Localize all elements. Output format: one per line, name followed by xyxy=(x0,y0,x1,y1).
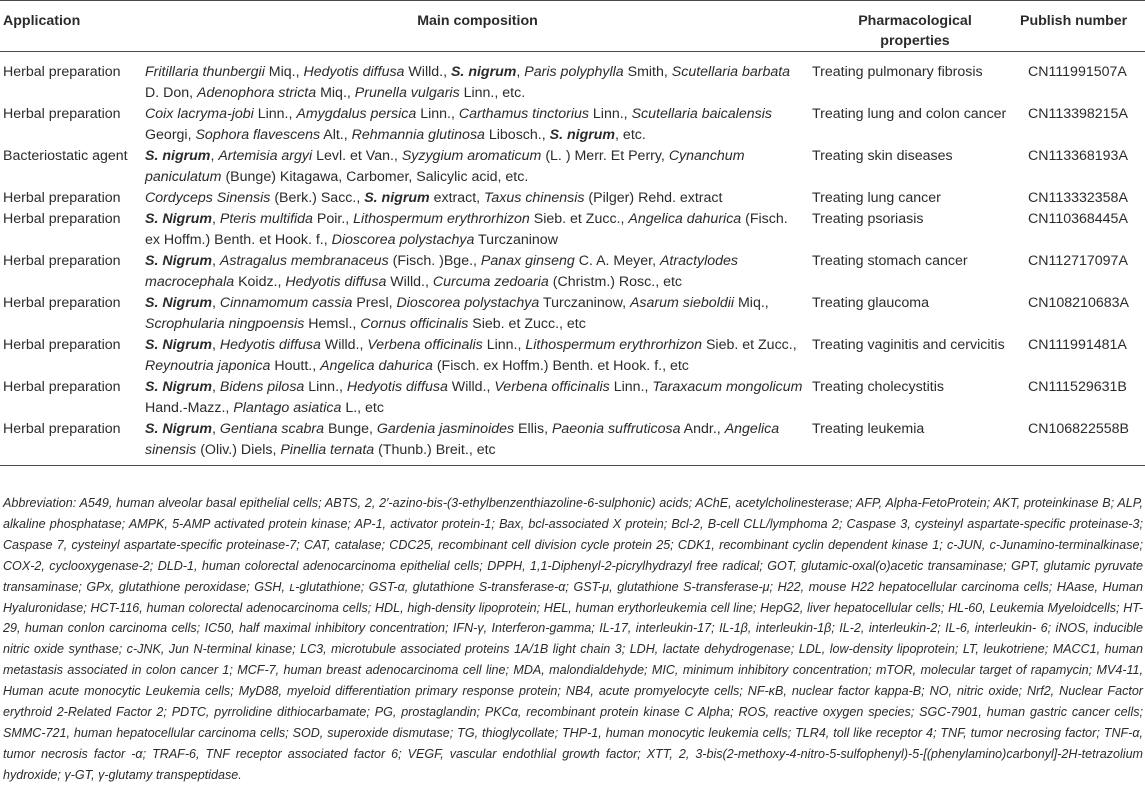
table-row xyxy=(0,377,1145,419)
composition-text: Willd., xyxy=(320,337,368,353)
cell-composition xyxy=(143,419,812,466)
composition-text: Linn., xyxy=(588,106,632,122)
cell-composition xyxy=(143,293,812,335)
species-name: Amygdalus persica xyxy=(296,106,417,122)
species-name: Verbena officinalis xyxy=(367,337,483,353)
composition-text: (Christm.) Rosc., etc xyxy=(548,274,682,290)
composition-text: Linn., etc. xyxy=(459,85,526,101)
table-header-row xyxy=(0,1,1145,52)
species-name: Atractylodes macrocephala xyxy=(145,253,739,290)
composition-text: Presl, xyxy=(352,295,397,311)
composition-text: Sieb. et Zucc., etc xyxy=(468,316,586,332)
cell-pharmacological: Treating skin diseases xyxy=(812,148,953,164)
species-name: Cinnamomum cassia xyxy=(219,295,353,311)
composition-text: , xyxy=(212,211,220,227)
table-row xyxy=(0,188,1145,209)
composition-text: , xyxy=(516,64,525,80)
abbreviation-footnote: Abbreviation: A549, human alveolar basal epithelial cells; ABTS, 2, 2′-azino-bis-(3-ethylbenzenthiazoline-6-sulphonic) acids; AChE, acetylcholinesterase; AFP, Alpha-FetoProtein; AKT, proteinkinase B; ALP, alkaline phosphatase; AMPK, 5-AMP activated protein kinase; AP-1, activator protein-1; Bax, bcl-associated X protein; Bcl-2, B-cell CLL/lymphoma 2; Caspase 3, cysteinyl aspartate-specific proteinase-3; Caspase 7, cysteinyl aspartate-specific proteinase-7; CAT, catalase; CDC25, recombinant cell division cycle protein 25; CDK1, recombinant cyclin dependent kinase 1; c-JUN, c-Junamino-terminalkinase; COX-2, cyclooxygenase-2; DLD-1, human colorectal adenocarcinoma epithelial cells; DPPH, 1,1-Diphenyl-2-picrylhydrazyl free radical; GOT, glutamic-oxal(o)acetic transaminase; GPT, glutamic pyruvate transaminase; GPx, glutathione peroxidase; GSH, ʟ-glutathione; GST-α, glutathione S-transferase-α; GST-μ, glutathione S-transferase-μ; H22, mouse H22 hepatocellular carcinoma cells; HAase, Human Hyaluronidase; HCT-116, human colorectal adenocarcinoma cells; HDL, high-density lipoprotein; HEL, human erythorleukemia cell line; HepG2, liver hepatocellular cells; HL-60, Leukemia Myeloidcells; HT-29, human conlon carcinoma cells; IC50, half maximal inhibitory concentration; IFN-γ, Interferon-gamma; IL-17, interleukin-17; IL-1β, interleukin-1β; IL-2, interleukin-2; IL-6, interleukin- 6; iNOS, inducible nitric oxide synthase; c-JNK, Jun N-terminal kinase; LC3, microtubule associated proteins 1A/1B light chain 3; LDH, lactate dehydrogenase; LDL, low-density lipoprotein; LT, leukotriene; MACC1, human metastasis associated in colon cancer 1; MCF-7, human breast adenocarcinoma cell line; MDA, malondialdehyde; MIC, minimum inhibitory concentration; mTOR, molecular target of rapamycin; MV4-11, Human acute monocytic Leukemia cells; MyD88, myeloid differentiation primary response protein; NB4, acute promyelocyte cells; NF-κB, nuclear factor kappa-B; NO, nitric oxide; Nrf2, Nuclear Factor erythroid 2-Related Factor 2; PDTC, pyrrolidine dithiocarbamate; PG, prostaglandin; PKCα, recombinant protein kinase C Alpha; ROS, reactive oxygen species; SGC-7901, human gastric cancer cells; SMMC-721, human hepatocellular carcinoma cells; SOD, superoxide dismutase; TG, thioglycollate; THP-1, human monocytic leukemia cells; TLR4, toll like receptor 4; TNF, tumor necrosing factor; TNF-α, tumor necrosis factor -α; TRAF-6, TNF receptor associated factor 6; VEGF, vascular endothlial growth factor; XTT, 2, 3-bis(2-methoxy-4-nitro-5-sulfophenyl)-5-[(phenylamino)carbonyl]-2H-tetrazolium hydroxide; γ-GT, γ-glutamy transpeptidase. xyxy=(3,496,1143,782)
composition-text: , xyxy=(210,148,219,164)
species-name: Pinellia ternata xyxy=(280,442,375,458)
composition-text: Linn., xyxy=(253,106,297,122)
cell-publish-number: CN112717097A xyxy=(1028,253,1128,269)
species-name: Hedyotis diffusa xyxy=(219,337,321,353)
species-name: Hedyotis diffusa xyxy=(285,274,387,290)
cell-composition xyxy=(143,146,812,188)
species-name-highlight: S. Nigrum xyxy=(145,253,213,269)
species-name: Angelica sinensis xyxy=(145,421,780,458)
species-name: Panax ginseng xyxy=(480,253,575,269)
cell-publish-number: CN113398215A xyxy=(1028,106,1128,122)
header-pharmacological: Pharmacological properties xyxy=(812,1,1018,52)
composition-text: Turczaninow xyxy=(474,232,558,248)
composition-text: Libosch., xyxy=(484,127,550,143)
species-name: Lithospermum erythrorhizon xyxy=(525,337,703,353)
header-composition: Main composition xyxy=(143,1,812,52)
cell-pharmacological: Treating leukemia xyxy=(812,419,1018,466)
composition-text: C. A. Meyer, xyxy=(574,253,660,269)
cell-publish-number: CN106822558B xyxy=(1018,419,1145,466)
cell-composition xyxy=(143,251,812,293)
composition-text: , xyxy=(212,337,220,353)
header-publish-number: Publish number xyxy=(1018,1,1145,52)
species-name: Angelica dahurica xyxy=(320,358,433,374)
species-name: Angelica dahurica xyxy=(628,211,742,227)
composition-text: , etc. xyxy=(615,127,646,143)
composition-text: Willd., xyxy=(404,64,451,80)
species-name: Taraxacum mongolicum xyxy=(652,379,803,395)
composition-text: (Fisch. ex Hoffm.) Benth. et Hook. f., xyxy=(145,211,788,248)
species-name: Taxus chinensis xyxy=(484,190,585,206)
composition-text: (Bunge) Kitagawa, Carbomer, Salicylic acid, etc. xyxy=(221,169,529,185)
species-name: Cordyceps Sinensis xyxy=(145,190,271,206)
species-name: Adenophora stricta xyxy=(197,85,317,101)
table-row xyxy=(0,419,1145,466)
header-application: Application xyxy=(0,1,143,52)
cell-application: Herbal preparation xyxy=(3,106,121,122)
composition-text: L., etc xyxy=(341,400,384,416)
species-name: Scutellaria baicalensis xyxy=(631,106,772,122)
composition-text: Linn., xyxy=(416,106,459,122)
composition-text: Willd., xyxy=(386,274,433,290)
composition-text: (Thunb.) Breit., etc xyxy=(374,442,496,458)
composition-text: , xyxy=(212,253,220,269)
table-row xyxy=(0,146,1145,188)
species-name: Scrophularia ningpoensis xyxy=(145,316,305,332)
cell-publish-number: CN111529631B xyxy=(1028,379,1127,395)
cell-publish-number: CN108210683A xyxy=(1028,295,1129,311)
composition-text: Levl. et Van., xyxy=(312,148,402,164)
cell-pharmacological: Treating psoriasis xyxy=(812,211,924,227)
cell-composition xyxy=(143,209,812,251)
composition-text: , xyxy=(212,295,220,311)
species-name: Hedyotis diffusa xyxy=(303,64,405,80)
cell-application: Herbal preparation xyxy=(0,419,143,466)
table-row xyxy=(0,251,1145,293)
cell-publish-number: CN111991507A xyxy=(1028,64,1127,80)
species-name: Bidens pilosa xyxy=(219,379,305,395)
cell-application: Bacteriostatic agent xyxy=(3,148,128,164)
species-name-highlight: S. nigrum xyxy=(145,148,211,164)
composition-text: (Pilger) Rehd. extract xyxy=(584,190,723,206)
species-name: Syzygium aromaticum xyxy=(401,148,542,164)
species-name-highlight: S. nigrum xyxy=(364,190,430,206)
composition-text: Houtt., xyxy=(270,358,321,374)
species-name: Curcuma zedoaria xyxy=(432,274,549,290)
species-name-highlight: S. Nigrum xyxy=(145,379,213,395)
composition-text: Hemsl., xyxy=(304,316,361,332)
composition-text: (Oliv.) Diels, xyxy=(196,442,281,458)
composition-text: Alt., xyxy=(320,127,352,143)
cell-composition xyxy=(143,52,812,105)
cell-application: Herbal preparation xyxy=(3,337,121,353)
species-name: Verbena officinalis xyxy=(494,379,610,395)
species-name: Cornus officinalis xyxy=(360,316,469,332)
species-name: Plantago asiatica xyxy=(233,400,342,416)
composition-text: Bunge, xyxy=(324,421,377,437)
cell-publish-number: CN110368445A xyxy=(1028,211,1128,227)
cell-application: Herbal preparation xyxy=(3,295,121,311)
species-name: Paris polyphylla xyxy=(524,64,624,80)
composition-text: , xyxy=(212,421,220,437)
composition-text: (Fisch. )Bge., xyxy=(388,253,481,269)
species-name: Reynoutria japonica xyxy=(145,358,271,374)
composition-text: Poir., xyxy=(312,211,354,227)
cell-composition xyxy=(143,335,812,377)
composition-text: Miq., xyxy=(734,295,769,311)
table-row xyxy=(0,104,1145,146)
composition-text: Sieb. et Zucc., xyxy=(529,211,629,227)
cell-publish-number: CN113368193A xyxy=(1028,148,1128,164)
composition-text: Miq., xyxy=(264,64,304,80)
species-name: Sophora flavescens xyxy=(195,127,321,143)
species-name: Pteris multifida xyxy=(219,211,313,227)
species-name: Rehmannia glutinosa xyxy=(351,127,485,143)
composition-text: Smith, xyxy=(623,64,672,80)
species-name: Hedyotis diffusa xyxy=(346,379,448,395)
species-name: Gardenia jasminoides xyxy=(376,421,515,437)
species-name-highlight: S. Nigrum xyxy=(145,421,213,437)
species-name: Fritillaria thunbergii xyxy=(145,64,265,80)
composition-text: Andr., xyxy=(680,421,725,437)
cell-application: Herbal preparation xyxy=(3,379,121,395)
species-name-highlight: S. Nigrum xyxy=(145,295,213,311)
composition-text: (L. ) Merr. Et Perry, xyxy=(541,148,669,164)
composition-text: Linn., xyxy=(304,379,347,395)
species-name: Dioscorea polystachya xyxy=(396,295,540,311)
cell-pharmacological: Treating vaginitis and cervicitis xyxy=(812,337,1005,353)
composition-text: Miq., xyxy=(316,85,355,101)
species-name: Lithospermum erythrorhizon xyxy=(353,211,530,227)
cell-pharmacological: Treating cholecystitis xyxy=(812,379,944,395)
species-name: Paeonia suffruticosa xyxy=(551,421,681,437)
species-name: Coix lacryma-jobi xyxy=(145,106,254,122)
table-row xyxy=(0,335,1145,377)
composition-text: Georgi, xyxy=(145,127,196,143)
cell-pharmacological: Treating lung and colon cancer xyxy=(812,106,1007,122)
composition-text: D. Don, xyxy=(145,85,198,101)
cell-application: Herbal preparation xyxy=(3,253,121,269)
species-name: Dioscorea polystachya xyxy=(331,232,475,248)
composition-text: Hand.-Mazz., xyxy=(145,400,234,416)
table-row xyxy=(0,52,1145,105)
composition-text: (Fisch. ex Hoffm.) Benth. et Hook. f., etc xyxy=(432,358,689,374)
composition-text: , xyxy=(212,379,220,395)
table-row xyxy=(0,209,1145,251)
composition-text: Linn., xyxy=(609,379,653,395)
table-body xyxy=(0,52,1145,466)
cell-composition xyxy=(143,188,812,209)
species-name-highlight: S. Nigrum xyxy=(145,337,213,353)
composition-text: Turczaninow, xyxy=(539,295,630,311)
species-name-highlight: S. Nigrum xyxy=(145,211,213,227)
composition-text: (Berk.) Sacc., xyxy=(270,190,365,206)
species-name-highlight: S. nigrum xyxy=(450,64,517,80)
cell-composition xyxy=(143,104,812,146)
composition-text: Linn., xyxy=(482,337,526,353)
species-name: Gentiana scabra xyxy=(219,421,325,437)
cell-pharmacological: Treating pulmonary fibrosis xyxy=(812,64,983,80)
species-name: Astragalus membranaceus xyxy=(219,253,389,269)
cell-application: Herbal preparation xyxy=(3,211,121,227)
species-name: Carthamus tinctorius xyxy=(458,106,589,122)
cell-composition xyxy=(143,377,812,419)
composition-text: Willd., xyxy=(447,379,495,395)
species-name: Prunella vulgaris xyxy=(354,85,460,101)
cell-application: Herbal preparation xyxy=(3,64,121,80)
composition-text: Sieb. et Zucc., xyxy=(702,337,797,353)
species-name: Asarum sieboldii xyxy=(629,295,735,311)
cell-pharmacological: Treating stomach cancer xyxy=(812,253,968,269)
cell-pharmacological: Treating glaucoma xyxy=(812,295,929,311)
composition-text: Ellis, xyxy=(514,421,552,437)
composition-text: Koidz., xyxy=(234,274,286,290)
composition-text: extract, xyxy=(429,190,485,206)
species-name: Artemisia argyi xyxy=(218,148,313,164)
cell-pharmacological: Treating lung cancer xyxy=(812,190,941,206)
table-row xyxy=(0,293,1145,335)
species-name-highlight: S. nigrum xyxy=(549,127,616,143)
cell-publish-number: CN113332358A xyxy=(1028,190,1128,206)
cell-publish-number: CN111991481A xyxy=(1028,337,1127,353)
species-name: Cynanchum paniculatum xyxy=(145,148,745,185)
cell-application: Herbal preparation xyxy=(3,190,121,206)
species-name: Scutellaria barbata xyxy=(671,64,791,80)
